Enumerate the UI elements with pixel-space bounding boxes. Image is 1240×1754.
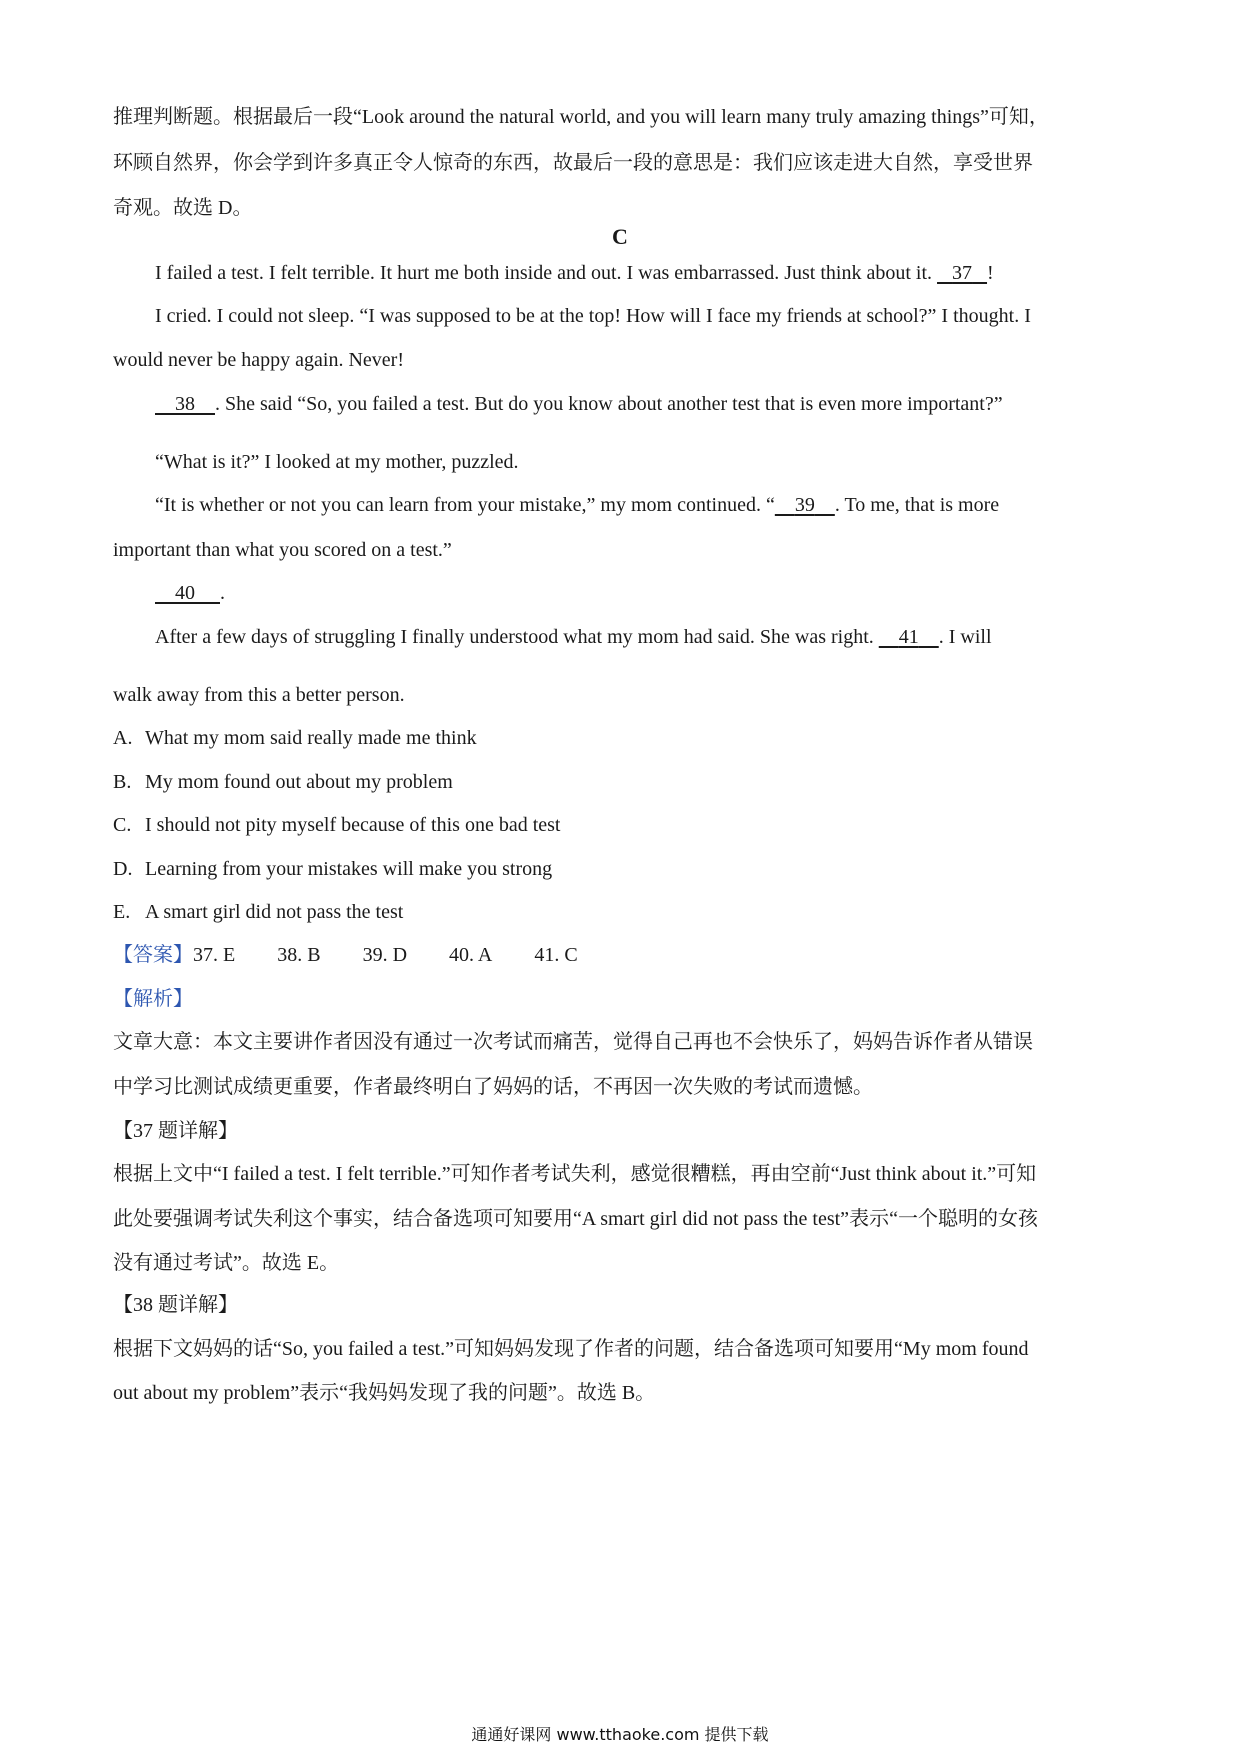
passage-paragraph-1: I failed a test. I felt terrible. It hurt me both inside and out. I was embarrassed. Just think about it. 37 ! [155,258,1135,288]
answer-item: 37. E [193,944,236,966]
option-a: A. What my mom said really made me think [113,727,477,749]
option-b: B. My mom found out about my problem [113,771,453,793]
answer-item: 41. C [534,944,578,966]
passage-paragraph-6: 40 . [155,578,1135,608]
intro-line-3: 奇观。故选 D。 [113,197,253,219]
answer-item: 39. D [362,944,408,966]
analysis-label: 【解析】 [113,988,193,1010]
answer-item: 40. A [449,944,493,966]
passage-paragraph-7-cont: walk away from this a better person. [113,684,405,706]
blank-39: 39 [794,494,815,516]
passage-paragraph-4: “What is it?” I looked at my mother, puzzled. [155,451,519,473]
answer-label: 【答案】 [113,944,193,966]
section-heading: C [612,224,628,249]
summary-line-2: 中学习比测试成绩更重要，作者最终明白了妈妈的话，不再因一次失败的考试而遗憾。 [113,1076,873,1098]
q38-line-1: 根据下文妈妈的话“So, you failed a test.”可知妈妈发现了作者的问题，结合备选项可知要用“My mom found [113,1338,1029,1360]
q37-heading: 【37 题详解】 [113,1120,238,1142]
blank-38: 38 [175,393,195,415]
answer-line [113,940,1133,970]
footer-watermark: 通通好课网 www.tthaoke.com 提供下载 [471,1725,769,1744]
answer-item: 38. B [277,944,321,966]
q38-heading: 【38 题详解】 [113,1294,238,1316]
passage-text: I failed a test. I felt terrible. It hurt me both inside and out. I was embarrassed. Just think about it. [155,262,938,284]
q37-line-1: 根据上文中“I failed a test. I felt terrible.”可知作者考试失利，感觉很糟糕，再由空前“Just think about it.”可知 [113,1163,1037,1185]
intro-line-1: 推理判断题。根据最后一段“Look around the natural world, and you will learn many truly amazing things”可知， [113,106,1049,128]
intro-line-2: 环顾自然界，你会学到许多真正令人惊奇的东西，故最后一段的意思是：我们应该走进大自然，享受世界 [113,152,1033,174]
blank-40: 40 [175,582,195,604]
passage-paragraph-2-cont: would never be happy again. Never! [113,349,404,371]
option-e: E. A smart girl did not pass the test [113,901,404,923]
passage-paragraph-7: After a few days of struggling I finally understood what my mom had said. She was right. 41 . I will [155,622,1135,652]
option-d: D. Learning from your mistakes will make you strong [113,858,553,880]
blank-41: 41 [898,626,919,648]
q37-line-3: 没有通过考试”。故选 E。 [113,1252,340,1274]
blank-37: 37 [952,262,973,284]
passage-paragraph-3: 38 . She said “So, you failed a test. But do you know about another test that is even more important?” [155,389,1135,419]
option-c: C. I should not pity myself because of this one bad test [113,814,561,836]
passage-paragraph-5: “It is whether or not you can learn from your mistake,” my mom continued. “ 39 . To me, that is more [155,490,1135,520]
passage-paragraph-2: I cried. I could not sleep. “I was supposed to be at the top! How will I face my friends at school?” I thought. I [155,305,1031,327]
q38-line-2: out about my problem”表示“我妈妈发现了我的问题”。故选 B。 [113,1382,656,1404]
summary-line-1: 文章大意：本文主要讲作者因没有通过一次考试而痛苦，觉得自己再也不会快乐了，妈妈告诉作者从错误 [113,1031,1033,1053]
passage-paragraph-5-cont: important than what you scored on a test.” [113,539,452,561]
q37-line-2: 此处要强调考试失利这个事实，结合备选项可知要用“A smart girl did not pass the test”表示“一个聪明的女孩 [113,1208,1038,1230]
